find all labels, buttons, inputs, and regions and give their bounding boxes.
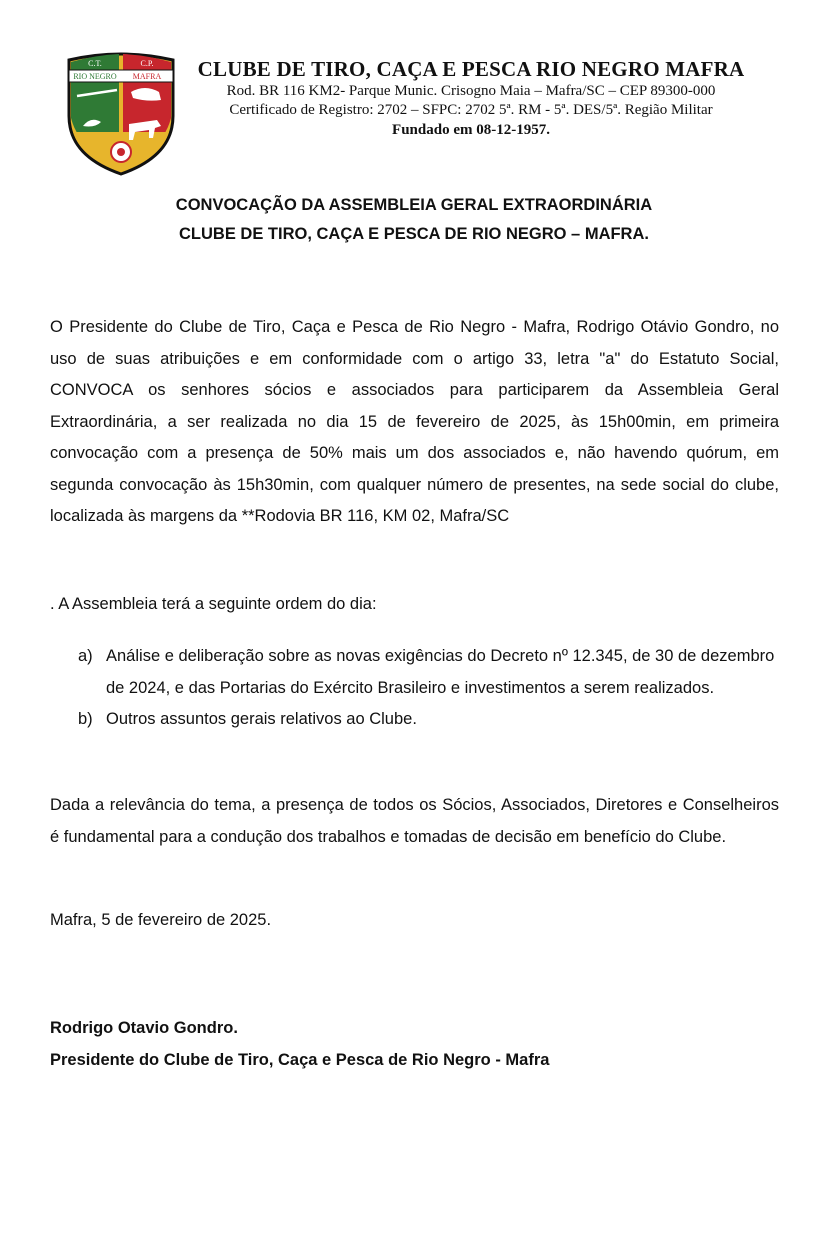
attendance-paragraph: Dada a relevância do tema, a presença de todos os Sócios, Associados, Diretores e Conselheiros é fundamental para a condução dos trabalhos e tomadas de decisão em benefício do Clube.: [50, 796, 779, 846]
club-founded: Fundado em 08-12-1957.: [392, 122, 550, 138]
document-title: [0, 191, 828, 249]
logo-banner-right: MAFRA: [132, 72, 162, 81]
club-shield-emblem-icon: [61, 46, 181, 176]
convocation-paragraph: O Presidente do Clube de Tiro, Caça e Pesca de Rio Negro - Mafra, Rodrigo Otávio Gondro, no uso de suas atribuições e em conformidade com o artigo 33, letra "a" do Estatuto Social, CONVOCA os senhores sócios e associados para participarem da Assembleia Geral Extraordinária, a ser realizada no dia 15 de fevereiro de 2025, às 15h00min, em primeira convocação com a presença de 50% mais um dos associados e, não havendo quórum, em segunda convocação às 15h30min, com qualquer número de presentes, na sede social do clube, localizada às margens da **Rodovia BR 116, KM 02, Mafra/SC: [50, 318, 779, 525]
agenda-marker-a: a): [78, 647, 93, 665]
signature-name: Rodrigo Otavio Gondro.: [50, 1019, 238, 1037]
agenda-intro: . A Assembleia terá a seguinte ordem do dia:: [50, 595, 377, 613]
logo-text-cp: C.P.: [140, 59, 154, 68]
signature-role: Presidente do Clube de Tiro, Caça e Pesca de Rio Negro - Mafra: [50, 1051, 550, 1069]
letterhead-text: [186, 56, 756, 140]
club-address: Rod. BR 116 KM2- Parque Munic. Crisogno Maia – Mafra/SC – CEP 89300-000: [226, 83, 716, 99]
logo-banner-left: RIO NEGRO: [73, 72, 117, 81]
club-registration: Certificado de Registro: 2702 – SFPC: 2702 5ª. RM - 5ª. DES/5ª. Região Militar: [229, 102, 713, 118]
agenda-item-b: [78, 704, 778, 736]
date-line: Mafra, 5 de fevereiro de 2025.: [50, 911, 272, 929]
signature-block: [50, 1012, 549, 1076]
title-line-1: CONVOCAÇÃO DA ASSEMBLEIA GERAL EXTRAORDINÁRIA: [175, 196, 653, 214]
agenda-text-b: Outros assuntos gerais relativos ao Clube.: [106, 710, 417, 728]
club-name: CLUBE DE TIRO, CAÇA E PESCA RIO NEGRO MAFRA: [197, 57, 745, 81]
agenda-list: [78, 641, 778, 736]
logo-text-ct: C.T.: [88, 59, 102, 68]
letterhead-header: [58, 44, 778, 184]
agenda-marker-b: b): [78, 710, 93, 728]
agenda-item-a: [78, 641, 778, 704]
agenda-text-a: Análise e deliberação sobre as novas exigências do Decreto nº 12.345, de 30 de dezembro de 2024, e das Portarias do Exército Brasileiro e investimentos a serem realizados.: [106, 647, 775, 697]
title-line-2: CLUBE DE TIRO, CAÇA E PESCA DE RIO NEGRO – MAFRA.: [179, 225, 649, 243]
